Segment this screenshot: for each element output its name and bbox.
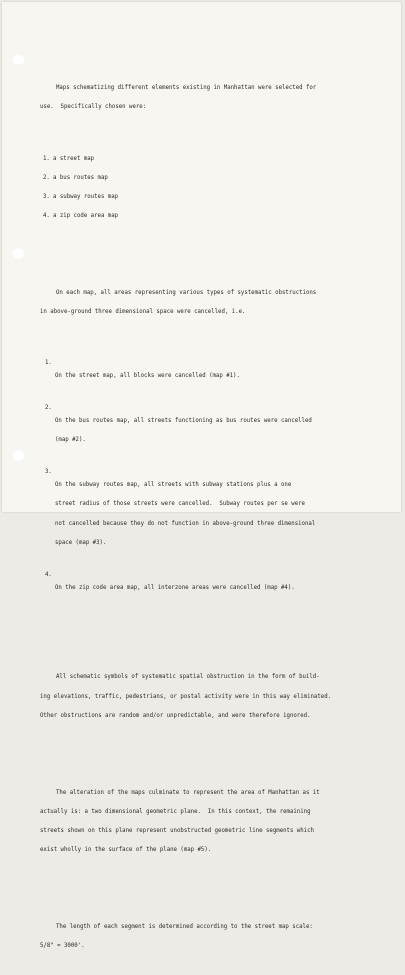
- list-item-text: a zip code area map: [53, 213, 119, 220]
- list-item-number: 3.: [43, 193, 50, 200]
- alteration-line: streets shown on this plane represent unobstructed geometric line segments which: [40, 828, 314, 835]
- cancel-line: in above-ground three dimensional space were cancelled, i.e.: [40, 309, 246, 316]
- alteration-line: The alteration of the maps culminate to represent the area of Manhattan as it: [56, 789, 320, 796]
- intro-line: use. Specifically chosen were:: [40, 104, 147, 111]
- cancel-line: On each map, all areas representing various types of systematic obstructions: [56, 290, 317, 297]
- list-item-line: street radius of those streets were cancelled. Subway routes per se were: [55, 501, 305, 508]
- typed-document-body: [40, 53, 378, 975]
- cancel-items-list: [40, 348, 378, 617]
- list-item-line: On the street map, all blocks were cancelled (map #1).: [55, 373, 240, 380]
- alteration-paragraph: [40, 777, 378, 867]
- list-item-line: not cancelled because they do not function in above-ground three dimensional: [55, 520, 316, 527]
- list-item: [40, 194, 378, 200]
- list-item-line: (map #2).: [55, 437, 86, 444]
- symbols-line: Other obstructions are random and/or unpredictable, and were therefore ignored.: [40, 712, 311, 719]
- list-item-number: 4.: [43, 213, 50, 220]
- list-item-number: 2.: [43, 174, 50, 181]
- list-item: [40, 156, 378, 162]
- list-item-number: 1.: [43, 155, 50, 162]
- cancel-paragraph: [40, 277, 378, 328]
- list-item-text: a street map: [53, 155, 95, 162]
- length-paragraph: [40, 911, 378, 962]
- punch-hole-middle: [11, 247, 26, 260]
- list-item-line: On the zip code area map, all interzone areas were cancelled (map #4).: [55, 584, 295, 591]
- list-item: [40, 469, 378, 559]
- list-item: [40, 360, 378, 392]
- list-item-number: 3.: [45, 469, 52, 476]
- list-item-line: space (map #3).: [55, 539, 107, 546]
- list-item-text: a subway routes map: [53, 193, 119, 200]
- list-item: [40, 175, 378, 181]
- length-line: 5/8" = 3000'.: [40, 943, 85, 950]
- list-item-number: 2.: [45, 405, 52, 412]
- chosen-maps-list: [40, 143, 378, 233]
- punch-hole-top: [11, 53, 26, 66]
- alteration-line: actually is: a two dimensional geometric plane. In this context, the remaining: [40, 808, 311, 815]
- list-item-number: 4.: [45, 571, 52, 578]
- list-item-line: On the subway routes map, all streets with subway stations plus a one: [55, 482, 292, 489]
- list-item-number: 1.: [45, 360, 52, 367]
- symbols-line: ing elevations, traffic, pedestrians, or postal activity were in this way eliminated.: [40, 693, 332, 700]
- intro-line: Maps schematizing different elements existing in Manhattan were selected for: [56, 85, 317, 92]
- list-item: [40, 572, 378, 604]
- list-item: [40, 405, 378, 456]
- alteration-line: exist wholly in the surface of the plane (map #5).: [40, 847, 212, 854]
- symbols-line: All schematic symbols of systematic spatial obstruction in the form of build-: [56, 674, 320, 681]
- intro-paragraph: [40, 72, 378, 123]
- list-item: [40, 213, 378, 219]
- list-item-line: On the bus routes map, all streets functioning as bus routes were cancelled: [55, 418, 312, 425]
- symbols-paragraph: [40, 662, 378, 732]
- punch-hole-bottom: [11, 449, 26, 462]
- length-line: The length of each segment is determined according to the street map scale:: [56, 924, 313, 931]
- list-item-text: a bus routes map: [53, 174, 108, 181]
